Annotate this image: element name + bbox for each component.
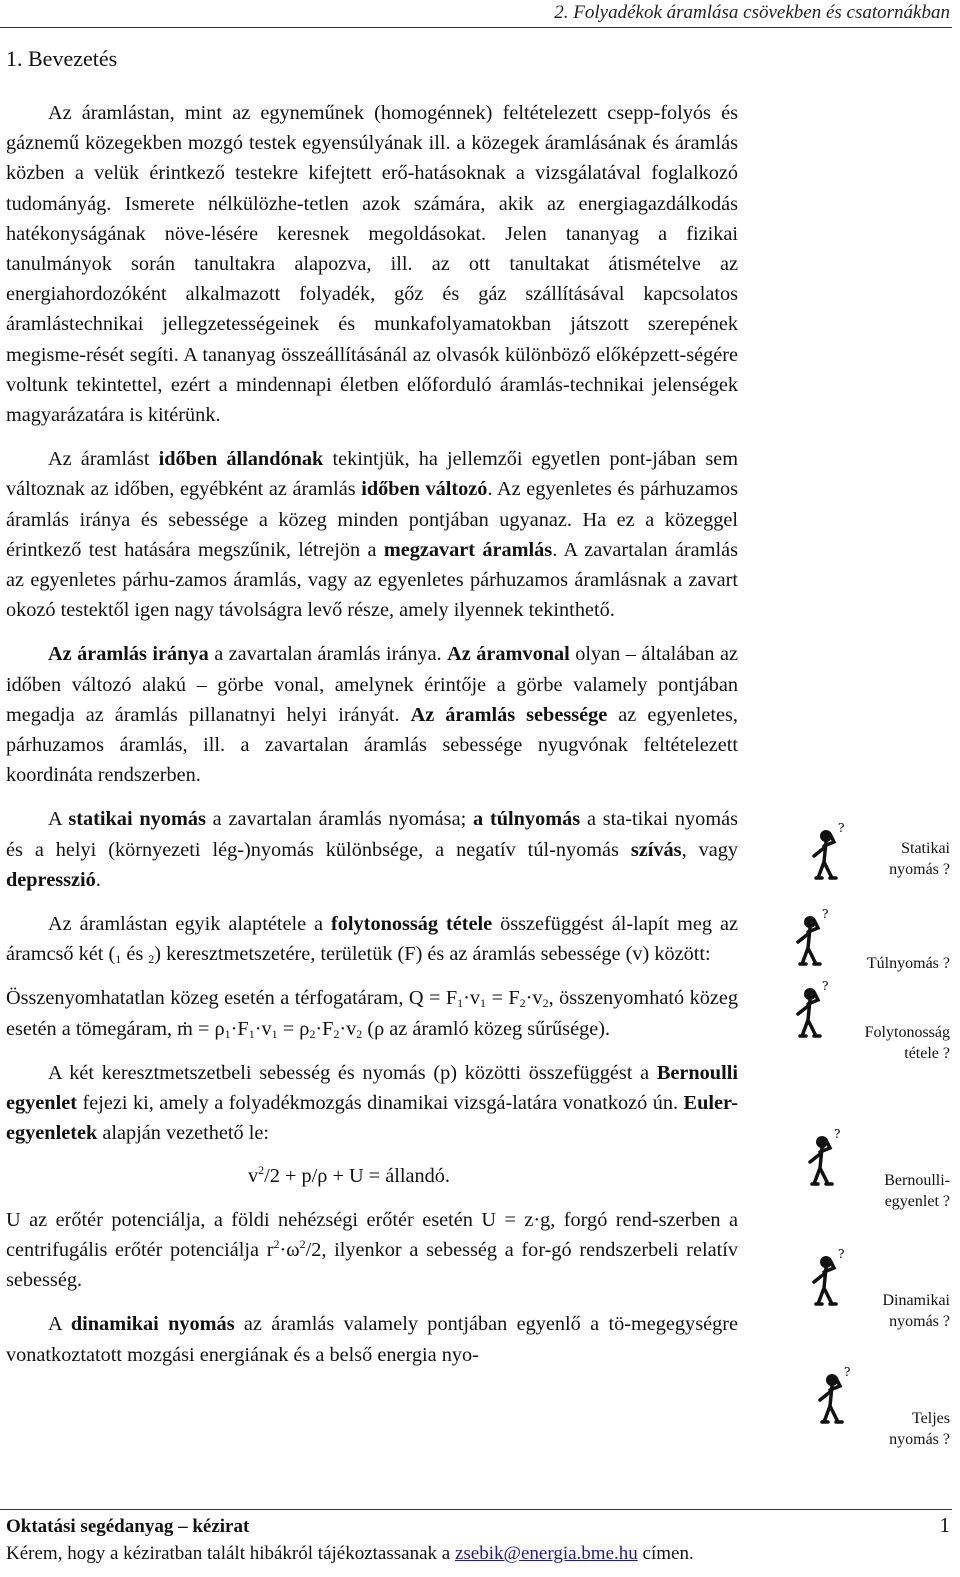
footer-title: Oktatási segédanyag – kézirat [6,1516,250,1537]
main-text [6,98,738,1384]
footer-note: Kérem, hogy a kéziratban talált hibákról tájékoztassanak a zsebik@energia.bme.hu címen. [6,1543,694,1564]
margin-note-teljes [790,1364,950,1450]
paragraph-7: A két keresztmetszetbeli sebesség és nyomás (p) közötti összefüggést a Bernoulli egyenlet fejezi ki, amely a folyadékmozgás dinamikai vizsgá-latára vonatkozó ún. Euler-egyenletek alapján vezethető le: [6,1061,738,1145]
margin-note-label: Teljes nyomás ? [889,1410,950,1448]
thinking-figure-icon [804,1126,856,1190]
paragraph-8: U az erőtér potenciálja, a földi nehézségi erőtér esetén U = z·g, forgó rend-szerben a centrifugális erőtér potenciálja $r^2\cdot\omega^2/2$, ilyenkor a sebesség a for-gó rendszerbeli relatív sebesség. [6,1208,738,1292]
paragraph-3: Az áramlás iránya a zavartalan áramlás iránya. Az áramvonal olyan – általában az időben változó alakú – görbe vonal, amelynek érintője a görbe valamely pontjában megadja az áramlás pillanatnyi helyi irányát. Az áramlás sebessége az egyenletes, párhuzamos áramlás, ill. a zavartalan áramlás sebessége nyugvónak feltételezett koordináta rendszerben. [6,643,738,787]
margin-note-tulnyomas [790,906,950,974]
paragraph-2: Az áramlást időben állandónak tekintjük, ha jellemzői egyetlen pont-jában sem változnak az időben, egyébként az áramlás időben változó. Az egyenletes és párhuzamos áramlás iránya és sebessége a közeg minden pontjában ugyanaz. Ha ez a közeggel érintkező test hatására megszűnik, létrejön a megzavart áramlás. A zavartalan áramlás az egyenletes párhu-zamos áramlás, vagy az egyenletes párhuzamos áramlásnak a zavart okozó testektől igen nagy távolságra levő része, amely ilyennek tekinthető. [6,448,739,622]
header-rule [0,27,952,28]
svg-text:?: ? [822,907,829,921]
footer-rule [0,1509,952,1510]
margin-note-label: Statikai nyomás ? [889,840,950,878]
margin-note-label: Dinamikai nyomás ? [882,1292,950,1330]
margin-note-label: Folytonosság tétele ? [864,1024,950,1062]
thinking-figure-icon [814,1364,866,1428]
thinking-figure-icon [808,1246,860,1310]
margin-note-folytonossag [790,978,950,1064]
margin-note-label: Bernoulli- egyenlet ? [884,1172,950,1210]
margin-note-statikai [790,820,950,880]
email-link[interactable]: zsebik@energia.bme.hu [454,1543,638,1564]
margin-note-dinamikai [790,1246,950,1332]
thinking-figure-icon [792,906,844,970]
svg-text:?: ? [822,979,829,993]
section-heading: 1. Bevezetés [6,46,118,71]
paragraph-5: Az áramlástan egyik alaptétele a folytonosság tétele összefüggést ál-lapít meg az áramcső két ($_1$ és $_2$) keresztmetszetére, területük (F) és az áramlás sebessége (v) között: [6,913,738,967]
running-header: 2. Folyadékok áramlása csövekben és csatornákban [554,2,950,23]
svg-text:?: ? [844,1365,851,1379]
paragraph-6: Összenyomhatatlan közeg esetén a térfogatáram, $Q = F_1\cdot v_1 = F_2\cdot v_2$, összenyomható közeg esetén a tömegáram, ṁ = $\rho_1\cdot F_1\cdot v_1 = \rho_2\cdot F_2\cdot v_2$ (ρ az áramló közeg sűrűsége). [6,987,739,1041]
page-number: 1 [939,1513,950,1537]
thinking-figure-icon [792,978,844,1042]
svg-text:?: ? [838,821,845,835]
thinking-figure-icon [808,820,860,884]
margin-note-bernoulli [790,1126,950,1212]
svg-text:?: ? [838,1247,845,1261]
bernoulli-equation: $v^2/2 + p/\rho + U$ = állandó. [248,1162,450,1187]
paragraph-9: A dinamikai nyomás az áramlás valamely pontjában egyenlő a tö-megegységre vonatkoztatott mozgási energiának és a belső energia nyo- [6,1313,738,1366]
svg-text:?: ? [834,1127,841,1141]
margin-note-label: Túlnyomás ? [866,955,950,972]
paragraph-1: Az áramlástan, mint az egyneműnek (homogénnek) feltételezett csepp-folyós és gáznemű közegekben mozgó testek egyensúlyának ill. a közegek áramlásának és áramlás közben a velük érintkező testekre kifejtett erő-hatásoknak a vizsgálatával foglalkozó tudományág. Ismerete nélkülözhe-tetlen azok számára, akik az energiagazdálkodás hatékonyságának növe-lésére keresnek megoldásokat. Jelen tananyag a fizikai tanulmányok során tanultakra alapozva, ill. az ott tanultakat átismételve az energiahordozóként alkalmazott folyadék, gőz és gáz szállításával kapcsolatos áramlástechnikai jellegzetességeinek és munkafolyamatokban játszott szerepének megisme-rését segíti. A tananyag összeállításánál az olvasók különböző előképzett-ségére voltunk tekintettel, ezért a mindennapi életben előforduló áramlás-technikai jelenségek magyarázatára is kitérünk. [6,102,738,427]
paragraph-4: A statikai nyomás a zavartalan áramlás nyomása; a túlnyomás a sta-tikai nyomás és a helyi (környezeti lég-)nyomás különbsége, a negatív túl-nyomás szívás, vagy depresszió. [6,808,738,891]
